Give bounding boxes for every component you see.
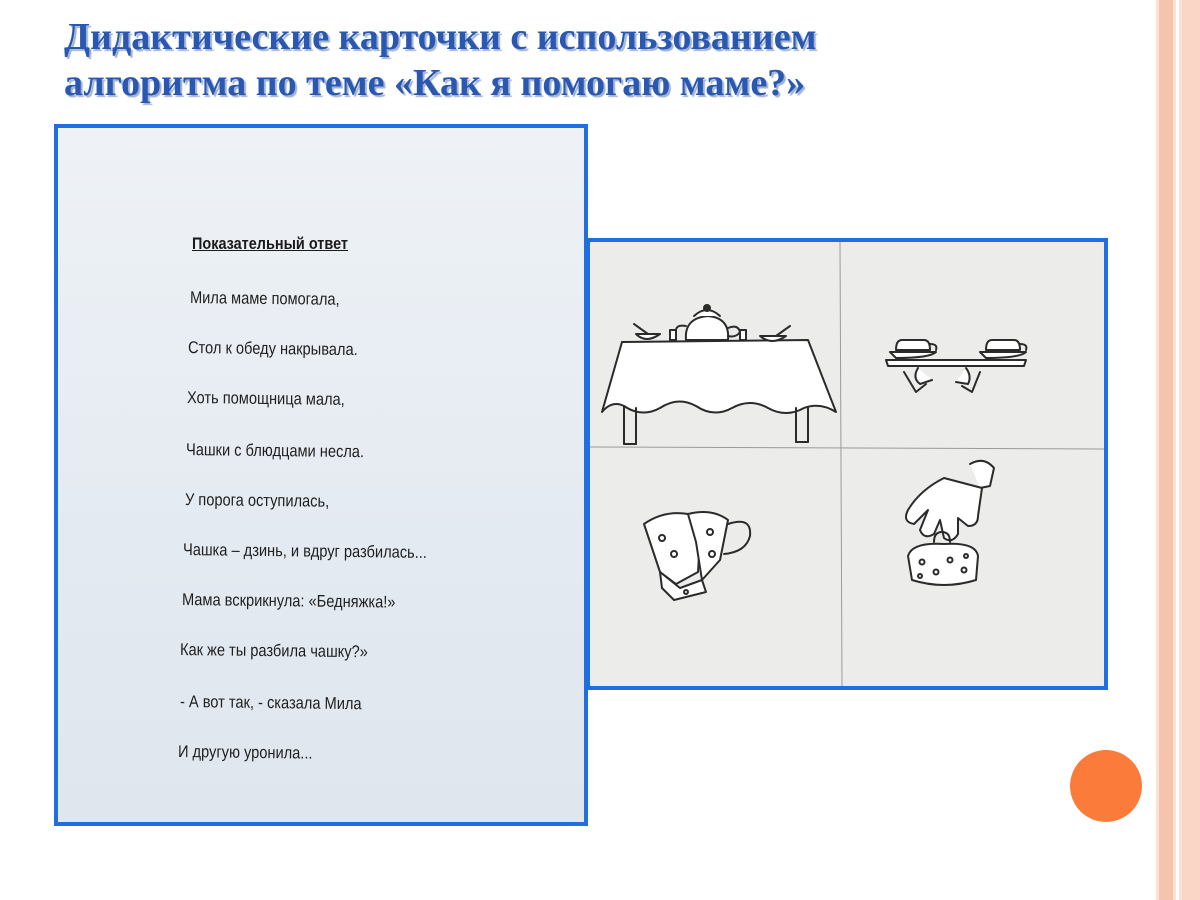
poem-heading: Показательный ответ xyxy=(192,234,348,253)
poem-line: И другую уронила... xyxy=(177,742,313,763)
poem-line: У порога оступилась, xyxy=(184,490,330,511)
carry-cups-tray-drawing xyxy=(886,340,1026,392)
decorative-side-stripes xyxy=(1150,0,1200,900)
poem-line: Чашки с блюдцами несла. xyxy=(185,440,365,462)
picture-card-image xyxy=(586,238,1108,690)
poem-line: Стол к обеду накрывала. xyxy=(187,338,358,360)
set-table-drawing xyxy=(602,305,836,444)
poem-card-image xyxy=(54,124,588,826)
poem-line: Мама вскрикнула: «Бедняжка!» xyxy=(181,590,396,612)
poem-line: Хоть помощница мала, xyxy=(186,388,345,409)
slide-title-line-2: алгоритма по теме «Как я помогаю маме?» xyxy=(64,62,806,104)
slide-title-line-1: Дидактические карточки с использованием xyxy=(64,16,817,58)
decorative-orange-circle xyxy=(1070,750,1142,822)
hand-dropping-cup-drawing xyxy=(906,461,994,585)
poem-line: - А вот так, - сказала Мила xyxy=(179,692,362,714)
slide-title xyxy=(64,14,1124,106)
poem-line: Чашка – дзинь, и вдруг разбилась... xyxy=(182,540,427,562)
broken-cup-drawing xyxy=(644,512,750,600)
poem-line: Мила маме помогала, xyxy=(189,288,340,309)
poem-line: Как же ты разбила чашку?» xyxy=(179,640,368,662)
